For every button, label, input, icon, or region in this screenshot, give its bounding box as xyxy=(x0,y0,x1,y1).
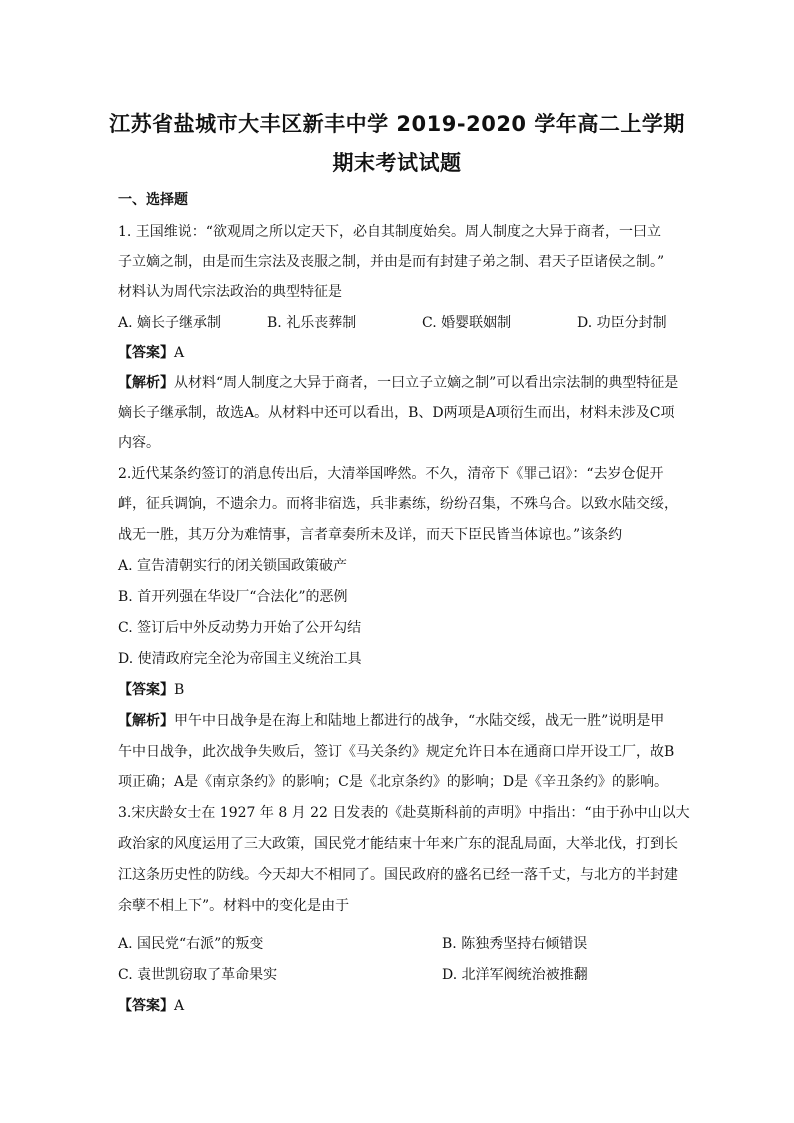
question-2-analysis-line-1 xyxy=(118,711,664,731)
question-2-answer xyxy=(118,680,184,700)
analysis-label: 【解析】 xyxy=(118,375,174,391)
question-2-option-c: C. 签订后中外反动势力开始了公开勾结 xyxy=(118,620,362,636)
question-1-option-d: D. 功臣分封制 xyxy=(577,315,667,331)
question-1-option-b: B. 礼乐丧葬制 xyxy=(267,315,357,331)
answer-value: B xyxy=(174,682,185,698)
question-3-line-4: 余孽不相上下”。材料中的变化是由于 xyxy=(118,898,350,914)
question-1-answer xyxy=(118,343,184,363)
page-title-line-2: 期末考试试题 xyxy=(332,151,462,175)
question-3-option-b: B. 陈独秀坚持右倾错误 xyxy=(442,936,588,952)
question-3-line-1: 3.宋庆龄女士在 1927 年 8 月 22 日发表的《赴莫斯科前的声明》中指出：“由于孙中山以大 xyxy=(118,805,690,821)
question-3-line-3: 江这条历史性的防线。今天却大不相同了。国民政府的盛名已经一落千丈，与北方的半封建 xyxy=(118,867,678,883)
question-2-option-a: A. 宣告清朝实行的闭关锁国政策破产 xyxy=(118,558,348,574)
answer-value: A xyxy=(174,998,185,1014)
question-1-analysis-line-2: 嫡长子继承制，故选A。从材料中还可以看出，B、D两项是A项衍生而出，材料未涉及C项 xyxy=(118,405,675,421)
question-1-option-a: A. 嫡长子继承制 xyxy=(118,315,222,331)
answer-label: 【答案】 xyxy=(118,345,174,361)
question-2-option-d: D. 使清政府完全沦为帝国主义统治工具 xyxy=(118,651,362,667)
answer-value: A xyxy=(174,345,185,361)
question-1-analysis-line-3: 内容。 xyxy=(118,435,160,451)
analysis-label: 【解析】 xyxy=(118,713,174,729)
page-title-line-1: 江苏省盐城市大丰区新丰中学 2019-2020 学年高二上学期 xyxy=(109,112,685,136)
question-1-analysis-line-1 xyxy=(118,373,678,393)
section-heading: 一、选择题 xyxy=(118,192,188,208)
question-1-option-c: C. 婚婴联姻制 xyxy=(422,315,512,331)
analysis-text: 从材料“周人制度之大异于商者，一曰立子立嫡之制”可以看出宗法制的典型特征是 xyxy=(174,375,679,391)
question-2-option-b: B. 首开列强在华设厂“合法化”的恶例 xyxy=(118,589,348,605)
question-3-option-d: D. 北洋军阀统治被推翻 xyxy=(442,967,588,983)
question-3-option-c: C. 袁世凯窃取了革命果实 xyxy=(118,967,278,983)
question-3-option-a: A. 国民党“右派”的叛变 xyxy=(118,936,264,952)
question-1-line-1: 1. 王国维说：“欲观周之所以定天下，必自其制度始矣。周人制度之大异于商者，一曰立 xyxy=(118,224,661,240)
question-2-analysis-line-2: 午中日战争，此次战争失败后，签订《马关条约》规定允许日本在通商口岸开设工厂，故B xyxy=(118,744,675,760)
question-2-analysis-line-3: 项正确；A是《南京条约》的影响；C是《北京条约》的影响；D是《辛丑条约》的影响。 xyxy=(118,774,669,790)
question-2-line-2: 衅，征兵调饷，不遗余力。而将非宿选，兵非素练，纷纷召集，不殊乌合。以致水陆交绥， xyxy=(118,496,678,512)
answer-label: 【答案】 xyxy=(118,998,174,1014)
question-2-line-3: 战无一胜，其万分为难情事，言者章奏所未及详，而天下臣民皆当体谅也。”该条约 xyxy=(118,527,623,543)
question-1-line-2: 子立嫡之制，由是而生宗法及丧服之制，并由是而有封建子弟之制、君天子臣诸侯之制。” xyxy=(118,254,665,270)
question-2-line-1: 2.近代某条约签订的消息传出后，大清举国哗然。不久，清帝下《罪己诏》：“去岁仓促开 xyxy=(118,466,664,482)
question-3-line-2: 政治家的风度运用了三大政策，国民党才能结束十年来广东的混乱局面，大举北伐，打到长 xyxy=(118,836,678,852)
answer-label: 【答案】 xyxy=(118,682,174,698)
question-3-answer xyxy=(118,996,184,1016)
analysis-text: 甲午中日战争是在海上和陆地上都进行的战争，“水陆交绥，战无一胜”说明是甲 xyxy=(174,713,665,729)
question-1-line-3: 材料认为周代宗法政治的典型特征是 xyxy=(118,284,342,300)
